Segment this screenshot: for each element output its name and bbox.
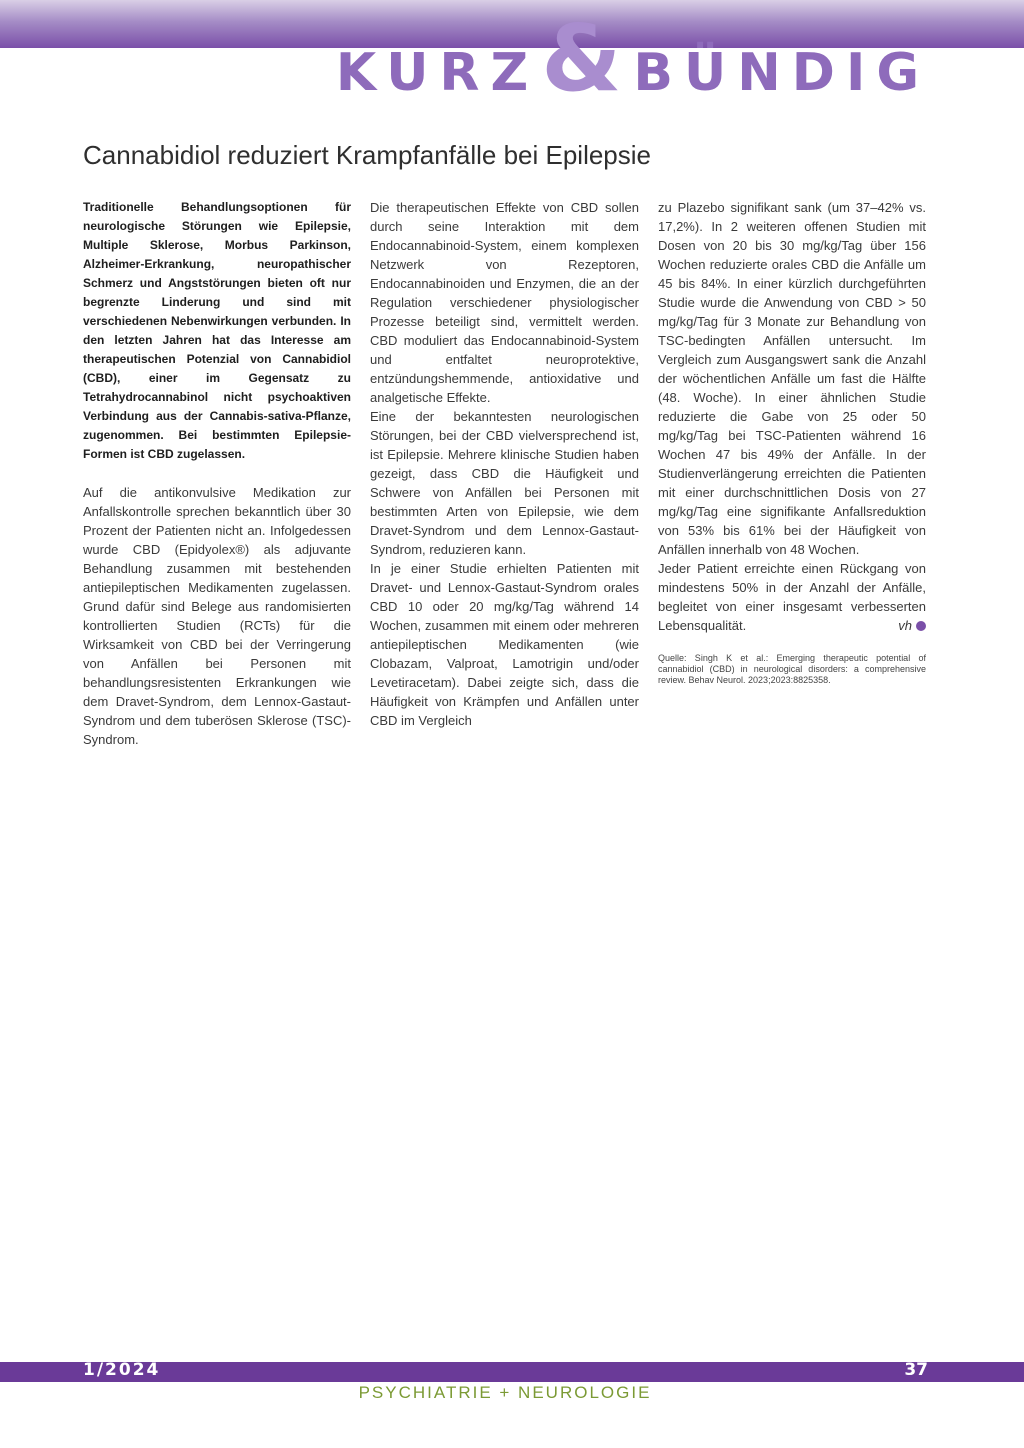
article-paragraph-4-part-b: zu Plazebo signifikant sank (um 37–42% vs. 17,2%). In 2 weiteren offenen Studien mit Dosen von 20 bis 30 mg/kg/Tag über 156 Wochen reduzierte orales CBD die Anfälle um 45 bis 84%. In einer kürzlich durchgeführten Studie wurde die Anwendung von CBD > 50 mg/kg/Tag für 3 Monate zur Behandlung von TSC-bedingten Anfällen untersucht. Im Vergleich zum Ausgangswert sank die Anzahl der wöchentlichen Anfälle um fast die Hälfte (48. Woche). In einer ähnlichen Studie reduzierte die Gabe von 25 oder 50 mg/kg/Tag bei TSC-Patienten während 16 Wochen 47 bis 49% der Anfälle. In der Studienverlängerung erreichten die Patienten mit einer durchschnittlichen Dosis von 27 mg/kg/Tag eine signifikante Anfallsreduktion von 53% bis 61% bei der Häufigkeit von Anfällen innerhalb von 48 Wochen. (658, 200, 926, 557)
section-masthead (335, 5, 930, 112)
author-initials: vh (898, 618, 912, 633)
column-3 (658, 198, 926, 686)
source-reference: Quelle: Singh K et al.: Emerging therapeutic potential of cannabidiol (CBD) in neurological disorders: a comprehensive review. Behav Neurol. 2023;2023:8825358. (658, 653, 926, 685)
masthead-word-kurz: KURZ (335, 43, 540, 103)
masthead-ampersand: & (541, 5, 622, 112)
masthead-word-buendig: BÜNDIG (633, 43, 930, 103)
article-paragraph-5 (658, 559, 926, 635)
article-title: Cannabidiol reduziert Krampfanfälle bei Epilepsie (83, 140, 652, 170)
article-paragraph-4-part-a: In je einer Studie erhielten Patienten mit Dravet- und Lennox-Gastaut-Syndrom orales CBD 10 oder 20 mg/kg/Tag während 14 Wochen, zusammen mit einem oder mehreren antiepileptischen Medikamenten (wie Clobazam, Valproat, Lamotrigin und/oder Levetiracetam). Dabei zeigte sich, dass die Häufigkeit von Krämpfen und Anfällen unter CBD im Vergleich (370, 561, 639, 728)
article-paragraph-5-text: Jeder Patient erreichte einen Rückgang von mindestens 50% in der Anzahl der Anfälle, begleitet von einer insgesamt verbesserten Lebensqualität. (658, 561, 926, 633)
article-paragraph-2: Die therapeutischen Effekte von CBD sollen durch seine Interaktion mit dem Endocannabinoid-System, einem komplexen Netzwerk von Rezeptoren, Endocannabinoiden und Enzymen, die an der Regulation verschiedener physiologischer Prozesse beteiligt sind, vermittelt werden. CBD moduliert das Endocannabinoid-System und entfaltet neuroprotektive, entzündungshemmende, antioxidative und analgetische Effekte. (370, 200, 639, 405)
article-paragraph-4-continued (658, 198, 926, 559)
article-lead: Traditionelle Behandlungsoptionen für neurologische Störungen wie Epilepsie, Multiple Sklerose, Morbus Parkinson, Alzheimer-Erkrankung, neuropathischer Schmerz und Angststörungen bieten oft nur begrenzte Linderung und sind mit verschiedenen Nebenwirkungen verbunden. In den letzten Jahren hat das Interesse am therapeutischen Potenzial von Cannabidiol (CBD), einer im Gegensatz zu Tetrahydrocannabinol nicht psychoaktiven Verbindung aus der Cannabis-sativa-Pflanze, zugenommen. Bei bestimmten Epilepsie-Formen ist CBD zugelassen. (83, 200, 351, 461)
journal-name: PSYCHIATRIE + NEUROLOGIE (358, 1383, 652, 1402)
end-marker-dot-icon (916, 621, 926, 631)
article-paragraph-4 (370, 559, 639, 730)
page-number: 37 (904, 1360, 928, 1380)
issue-number: 1/2024 (83, 1360, 161, 1380)
article-paragraph-3: Eine der bekanntesten neurologischen Störungen, bei der CBD vielversprechend ist, ist Epilepsie. Mehrere klinische Studien haben gezeigt, dass CBD die Häufigkeit und Schwere von Anfällen bei Personen mit bestimmten Arten von Epilepsie, wie dem Dravet-Syndrom und dem Lennox-Gastaut-Syndrom, reduzieren kann. (370, 409, 639, 557)
column-2 (370, 198, 639, 730)
column-1 (83, 198, 351, 749)
article-paragraph-1: Auf die antikonvulsive Medikation zur Anfallskontrolle sprechen bekanntlich über 30 Prozent der Patienten nicht an. Infolgedessen wurde CBD (Epidyolex®) als adjuvante Behandlung zusammen mit bestehenden antiepileptischen Medikamenten zugelassen. Grund dafür sind Belege aus randomisierten kontrollierten Studien (RCTs) für die Wirksamkeit von CBD bei der Verringerung von Anfällen bei Personen mit behandlungsresistenten Erkrankungen wie dem Dravet-Syndrom, dem Lennox-Gastaut-Syndrom und dem tuberösen Sklerose (TSC)-Syndrom. (83, 485, 351, 747)
